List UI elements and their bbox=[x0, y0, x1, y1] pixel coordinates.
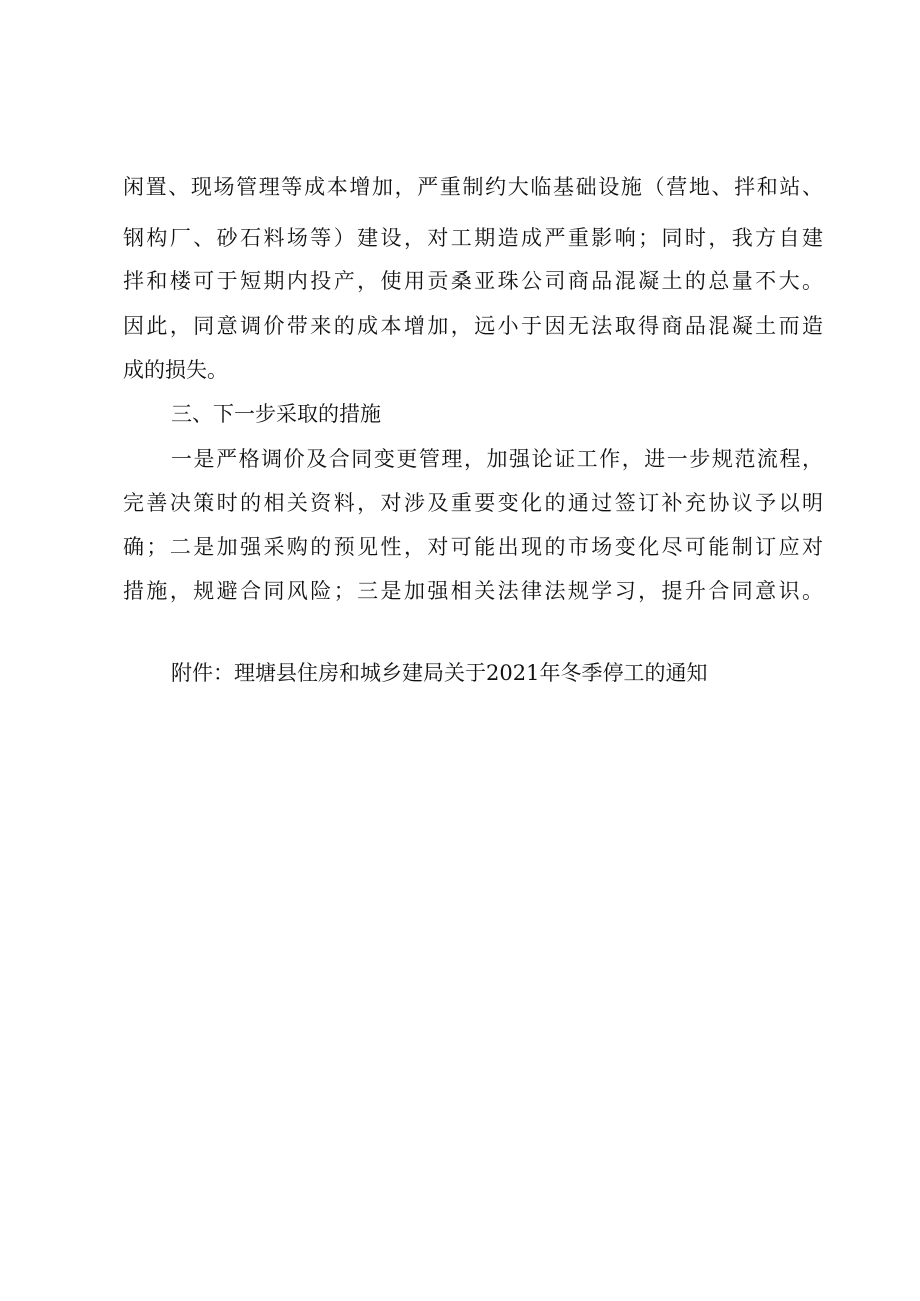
paragraph-line: 确；二是加强采购的预见性，对可能出现的市场变化尽可能制订应对 bbox=[123, 535, 823, 559]
paragraph-line: 钢构厂、砂石料场等）建设，对工期造成严重影响；同时，我方自建 bbox=[123, 226, 823, 250]
paragraph-line: 一是严格调价及合同变更管理，加强论证工作，进一步规范流程， bbox=[171, 447, 823, 471]
paragraph-line: 完善决策时的相关资料，对涉及重要变化的通过签订补充协议予以明 bbox=[123, 491, 823, 515]
paragraph-line: 措施，规避合同风险；三是加强相关法律法规学习，提升合同意识。 bbox=[123, 579, 823, 603]
section-heading: 三、下一步采取的措施 bbox=[171, 402, 381, 426]
paragraph-line: 拌和楼可于短期内投产，使用贡桑亚珠公司商品混凝土的总量不大。 bbox=[123, 269, 823, 293]
paragraph-line: 因此，同意调价带来的成本增加，远小于因无法取得商品混凝土而造 bbox=[123, 314, 823, 338]
attachment-note: 附件：理塘县住房和城乡建局关于2021年冬季停工的通知 bbox=[171, 661, 708, 685]
paragraph-line: 成的损失。 bbox=[123, 358, 228, 382]
paragraph-line: 闲置、现场管理等成本增加，严重制约大临基础设施（营地、拌和站、 bbox=[123, 175, 823, 199]
